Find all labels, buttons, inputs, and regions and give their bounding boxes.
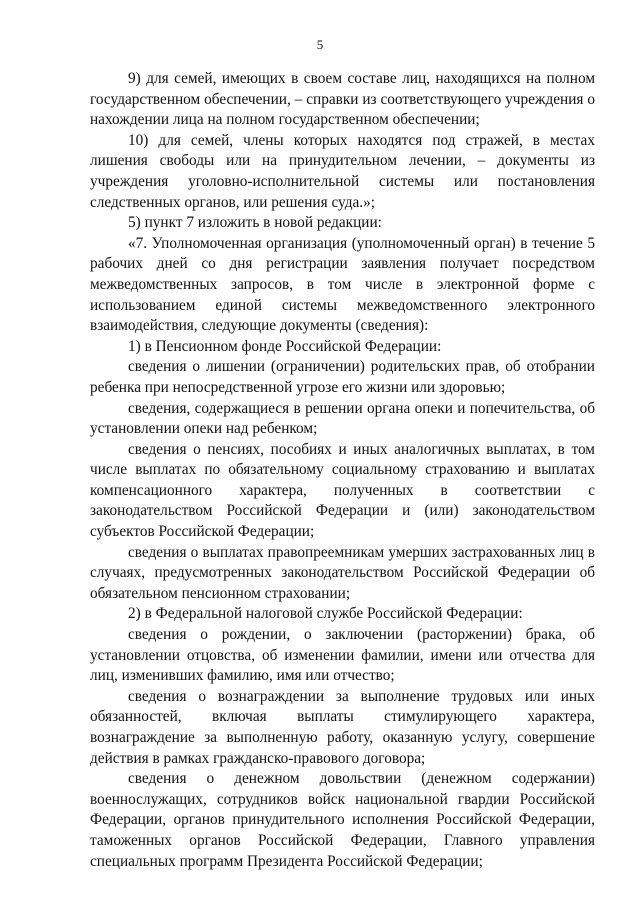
paragraph-clause-7: «7. Уполномоченная организация (уполномоченный орган) в течение 5 рабочих дней со дня регистрации заявления получает посредством межведомственных запросов, в том числе в электронной форме с использованием единой системы межведомственного электронного взаимодействия, следующие документы (сведения): [90,234,595,335]
paragraph-successor-payments: сведения о выплатах правопреемникам умерших застрахованных лиц в случаях, предусмотренных законодательством Российской Федерации об обязательном пенсионном страховании; [90,543,595,602]
paragraph-amendment-5: 5) пункт 7 изложить в новой редакции: [128,214,382,232]
page-number: 5 [316,37,324,52]
document-body [90,69,595,872]
paragraph-item-10: 10) для семей, члены которых находятся под стражей, в местах лишения свободы или на принудительном лечении, – документы из учреждения уголовно-исполнительной системы или постановления следственных органов, или решения суда.»; [90,131,595,211]
paragraph-guardianship: сведения, содержащиеся в решении органа опеки и попечительства, об установлении опеки над ребенком; [90,399,595,438]
paragraph-pension-fund: 1) в Пенсионном фонде Российской Федерации: [128,337,442,355]
paragraph-allowance: сведения о денежном довольствии (денежном содержании) военнослужащих, сотрудников войск национальной гвардии Российской Федерации, органов принудительного исполнения Российской Федерации, таможенных органов Российской Федерации, Главного управления специальных программ Президента Российской Федерации; [90,770,595,870]
paragraph-civil-status: сведения о рождении, о заключении (расторжении) брака, об установлении отцовства, об изменении фамилии, имени или отчества для лиц, изменивших фамилию, имя или отчество; [90,626,595,685]
paragraph-pensions-benefits: сведения о пенсиях, пособиях и иных аналогичных выплатах, в том числе выплатах по обязательному социальному страхованию и выплатах компенсационного характера, полученных в соответствии с законодательством Российской Федерации и (или) законодательством субъектов Российской Федерации; [90,440,595,541]
paragraph-tax-service: 2) в Федеральной налоговой службе Российской Федерации: [128,605,523,623]
paragraph-parental-rights: сведения о лишении (ограничении) родительских прав, об отобрании ребенка при непосредственной угрозе его жизни или здоровью; [90,358,595,396]
paragraph-remuneration: сведения о вознаграждении за выполнение трудовых или иных обязанностей, включая выплаты стимулирующего характера, вознаграждение за выполненную работу, оказанную услугу, совершение действия в рамках гражданско-правового договора; [90,687,595,767]
paragraph-item-9: 9) для семей, имеющих в своем составе лиц, находящихся на полном государственном обеспечении, – справки из соответствующего учреждения о нахождении лица на полном государственном обеспечении; [90,70,595,129]
